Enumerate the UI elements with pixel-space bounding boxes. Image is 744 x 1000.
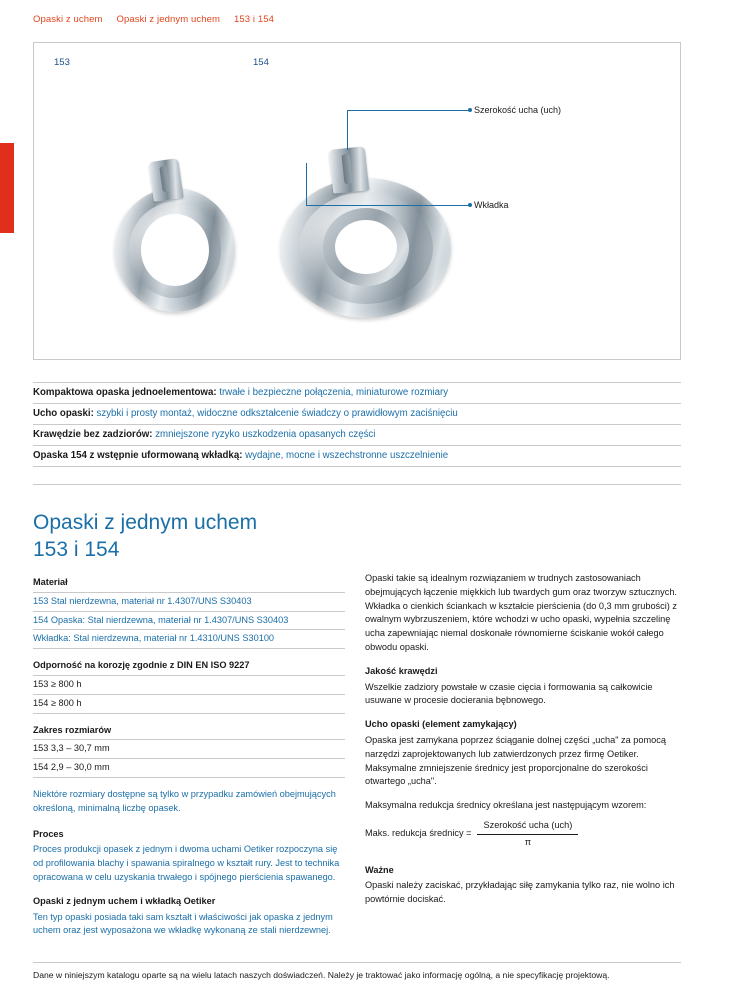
feature-row-2 xyxy=(33,424,681,445)
callout-dot-1 xyxy=(468,108,472,112)
intro-text: Opaski takie są idealnym rozwiązaniem w trudnych zastosowaniach obejmujących łączenie miękkich lub twardych gum oraz tworzyw sztucznych. Wkładka o cienkich ściankach w kształcie pierścienia (do 0,3 mm grubości) z owalnym wybrzuszeniem, które wchodzi w ucho opaski, wypełnia szczelinę ucha zapewniając niemal doskonałe równomierne ściskanie wokół całego obwodu opaski. xyxy=(365,573,677,652)
breadcrumb-item-0[interactable]: Opaski z uchem xyxy=(33,14,103,25)
left-column xyxy=(33,576,345,948)
diameter-reduction-formula xyxy=(365,819,681,850)
right-column xyxy=(365,572,681,917)
callout-label-ear-width: Szerokość ucha (uch) xyxy=(474,105,562,115)
sizes-note: Niektóre rozmiary dostępne są tylko w przypadku zamówień obejmujących określoną, minimalną liczbę opasek. xyxy=(33,788,336,813)
figure-label-153: 153 xyxy=(54,57,70,68)
feature-row-1 xyxy=(33,403,681,424)
sizes-row-1: 154 2,9 – 30,0 mm xyxy=(33,759,345,778)
important-text: Opaski należy zaciskać, przykładając siłę zamykania tylko raz, nie wolno ich powtórnie dociskać. xyxy=(365,880,675,905)
sizes-table xyxy=(33,739,345,778)
feature-row-1-text: szybki i prosty montaż, widoczne odkształcenie świadczy o prawidłowym zaciśnięciu xyxy=(93,408,458,420)
corrosion-row-0: 153 ≥ 800 h xyxy=(33,675,345,694)
callout-leader-line-2 xyxy=(306,163,307,206)
important-heading: Ważne xyxy=(365,864,394,875)
material-row-1: 154 Opaska: Stal nierdzewna, materiał nr 1.4307/UNS S30403 xyxy=(33,611,345,630)
rule-divider-1 xyxy=(33,466,681,484)
page-title-line-2: 153 i 154 xyxy=(33,537,120,561)
material-row-0: 153 Stal nierdzewna, materiał nr 1.4307/UNS S30403 xyxy=(33,592,345,611)
clamp-illustration-153 xyxy=(109,160,241,315)
breadcrumb-item-2[interactable]: 153 i 154 xyxy=(234,14,274,25)
rule-divider-2 xyxy=(33,484,681,502)
table-row xyxy=(33,740,345,759)
table-row xyxy=(33,592,345,611)
feature-list xyxy=(33,382,681,502)
material-table xyxy=(33,592,345,649)
table-row xyxy=(33,759,345,778)
product-figure xyxy=(33,42,681,360)
process-text: Proces produkcji opasek z jednym i dwoma uchami Oetiker rozpoczyna się od profilowania blachy i spawania spiralnego w kształt rury. Jest to technika opracowana w celu uzyskania trwałego i spójnego pierścienia spawanego. xyxy=(33,844,340,882)
feature-row-0-bold: Kompaktowa opaska jednoelementowa: xyxy=(33,387,217,398)
material-row-2: Wkładka: Stal nierdzewna, materiał nr 1.4310/UNS S30100 xyxy=(33,630,345,649)
sizes-row-0: 153 3,3 – 30,7 mm xyxy=(33,740,345,759)
corrosion-table xyxy=(33,675,345,714)
ear-heading: Ucho opaski (element zamykający) xyxy=(365,719,517,730)
process-heading: Proces xyxy=(33,828,64,839)
callout-leader-line-2b xyxy=(306,205,469,206)
formula-denominator: π xyxy=(524,836,532,847)
callout-leader-line-1b xyxy=(347,110,469,111)
breadcrumb xyxy=(33,14,274,25)
feature-row-3 xyxy=(33,445,681,466)
insert-text: Ten typ opaski posiada taki sam kształt i właściwości jak opaska z jednym uchem oraz jest wyposażona we wkładkę wykonaną ze stali nierdzewnej. xyxy=(33,911,333,936)
formula-intro: Maksymalna redukcja średnicy określana jest następującym wzorem: xyxy=(365,800,647,811)
feature-row-3-bold: Opaska 154 z wstępnie uformowaną wkładką: xyxy=(33,450,243,462)
table-row xyxy=(33,630,345,649)
quality-heading: Jakość krawędzi xyxy=(365,665,438,676)
table-row xyxy=(33,694,345,713)
material-heading: Materiał xyxy=(33,577,68,587)
page-footer: Dane w niniejszym katalogu oparte są na wielu latach naszych doświadczeń. Należy je traktować jako informację ogólną, a nie specyfikację projektową. xyxy=(33,962,681,981)
formula-fraction xyxy=(477,819,578,850)
insert-heading: Opaski z jednym uchem i wkładką Oetiker xyxy=(33,895,216,906)
feature-row-2-text: zmniejszone ryzyko uszkodzenia opasanych części xyxy=(152,429,376,441)
feature-row-0-text: trwałe i bezpieczne połączenia, miniaturowe rozmiary xyxy=(216,387,449,398)
clamp-illustration-154 xyxy=(271,148,461,328)
callout-label-insert: Wkładka xyxy=(474,200,509,210)
formula-label: Maks. redukcja średnicy = xyxy=(365,828,472,839)
section-color-tab xyxy=(0,143,14,233)
table-row xyxy=(33,611,345,630)
corrosion-heading: Odporność na korozję zgodnie z DIN EN ISO 9227 xyxy=(33,660,250,671)
sizes-heading: Zakres rozmiarów xyxy=(33,724,112,735)
corrosion-row-1: 154 ≥ 800 h xyxy=(33,694,345,713)
page-title xyxy=(33,510,257,564)
feature-row-0 xyxy=(33,382,681,403)
breadcrumb-item-1[interactable]: Opaski z jednym uchem xyxy=(116,14,220,25)
quality-text: Wszelkie zadziory powstałe w czasie cięcia i formowania są całkowicie usuwane w procesie docierania bębnowego. xyxy=(365,681,653,706)
callout-dot-2 xyxy=(468,203,472,207)
feature-row-2-bold: Krawędzie bez zadziorów: xyxy=(33,429,153,441)
formula-numerator: Szerokość ucha (uch) xyxy=(477,819,578,835)
feature-row-3-text: wydajne, mocne i wszechstronne uszczelnienie xyxy=(242,450,449,462)
ear-text: Opaska jest zamykana poprzez ściąganie dolnej części „ucha" za pomocą narzędzi zaprojektowanych lub zatwierdzonych przez firmę Oetiker. Maksymalne zmniejszenie średnicy jest proporcjonalne do szerokości otwartego „ucha". xyxy=(365,734,666,787)
callout-leader-line-1 xyxy=(347,110,348,150)
table-row xyxy=(33,675,345,694)
feature-row-1-bold: Ucho opaski: xyxy=(33,408,94,420)
figure-label-154: 154 xyxy=(253,57,269,68)
page-title-line-1: Opaski z jednym uchem xyxy=(33,511,258,534)
